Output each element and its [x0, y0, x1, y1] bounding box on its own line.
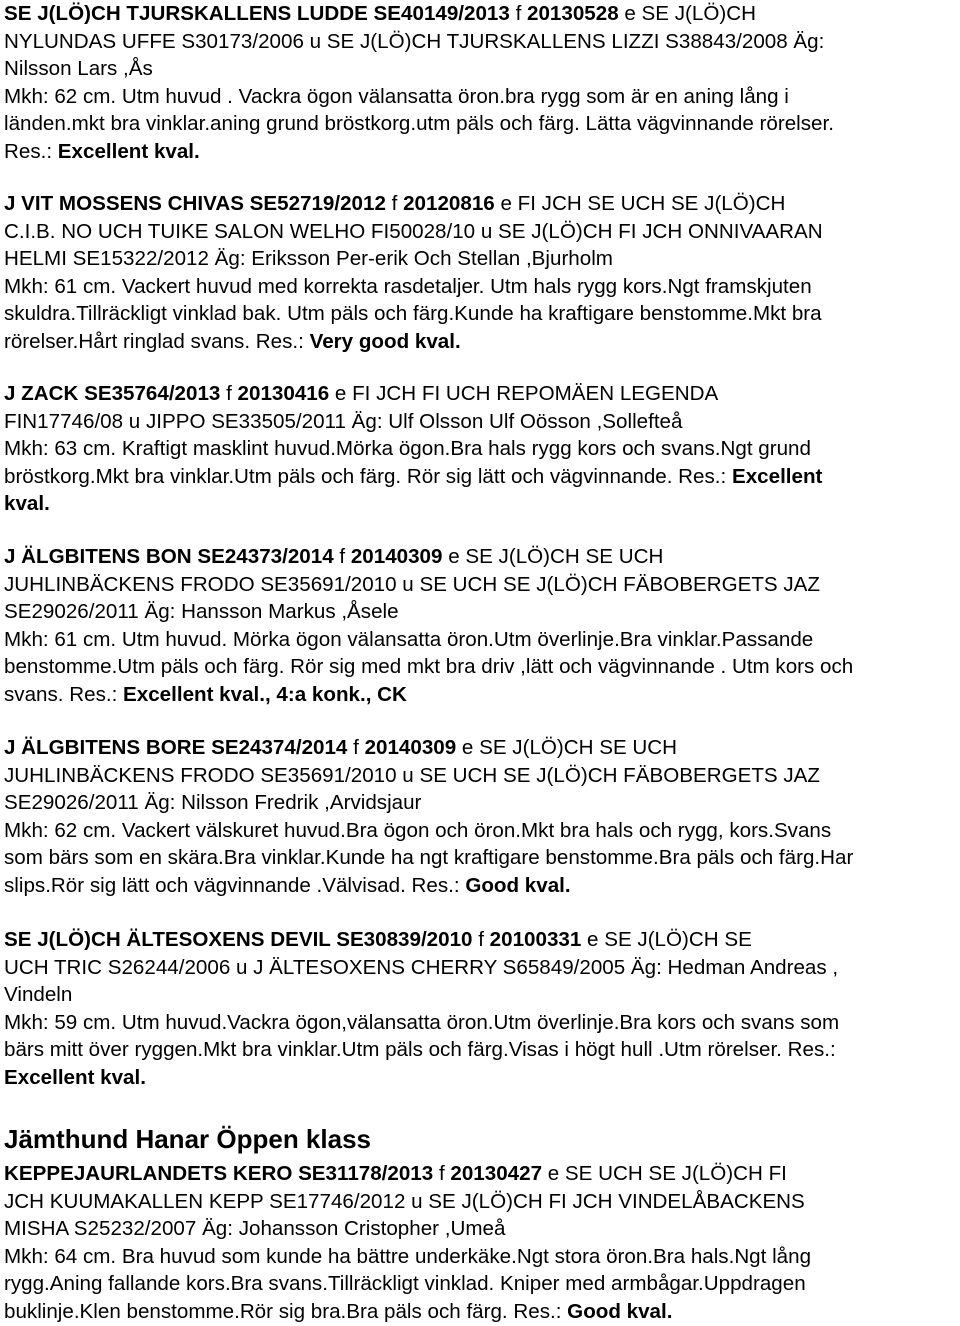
- dog-entry: [4, 0, 960, 166]
- bold-text: 20130416: [237, 382, 330, 405]
- text: Mkh: 61 cm. Utm huvud. Mörka ögon välansatta öron.Utm överlinje.Bra vinklar.Passande: [4, 627, 814, 651]
- text: Mkh: 61 cm. Vackert huvud med korrekta rasdetaljer. Utm hals rygg kors.Ngt framskjuten: [4, 274, 812, 298]
- entry-line: [4, 762, 960, 790]
- bold-text: J VIT MOSSENS CHIVAS SE52719/2012: [4, 192, 386, 215]
- bold-text: SE J(LÖ)CH TJURSKALLENS LUDDE SE40149/2013: [4, 2, 510, 25]
- entry-line: [4, 626, 960, 654]
- entry-line: [4, 653, 960, 681]
- text: bärs mitt över ryggen.Mkt bra vinklar.Utm päls och färg.Visas i högt hull .Utm rörelser. Res.:: [4, 1038, 836, 1062]
- bold-text: Excellent kval., 4:a konk., CK: [123, 682, 407, 706]
- text: f: [333, 545, 351, 568]
- section-heading: Jämthund Hanar Öppen klass: [4, 1124, 371, 1154]
- dog-entry: [4, 734, 960, 900]
- text: Mkh: 62 cm. Utm huvud . Vackra ögon välansatta öron.bra rygg som är en aning lång i: [4, 84, 789, 108]
- bold-text: J ZACK SE35764/2013: [4, 382, 221, 405]
- entry-line: [4, 83, 960, 111]
- bold-text: J ÄLGBITENS BON SE24373/2014: [4, 545, 334, 568]
- entry-line: [4, 218, 960, 246]
- bold-text: SE J(LÖ)CH ÄLTESOXENS DEVIL SE30839/2010: [4, 928, 473, 951]
- text: HELMI SE15322/2012 Äg: Eriksson Per-erik Och Stellan ,Bjurholm: [4, 247, 613, 271]
- entry-line: [4, 435, 960, 463]
- text: MISHA S25232/2007 Äg: Johansson Cristopher ,Umeå: [4, 1217, 506, 1241]
- entry-line: [4, 817, 960, 845]
- text: rygg.Aning fallande kors.Bra svans.Tillräckligt vinklad. Kniper med armbågar.Uppdragen: [4, 1272, 806, 1296]
- text: Mkh: 62 cm. Vackert välskuret huvud.Bra ögon och öron.Mkt bra hals och rygg, kors.Svans: [4, 818, 832, 842]
- entry-line: [4, 954, 960, 982]
- entry-line: [4, 138, 960, 166]
- bold-text: 20120816: [403, 192, 495, 215]
- bold-text: 20130528: [527, 2, 619, 25]
- bold-text: 20130427: [450, 1162, 543, 1185]
- entry-line: [4, 681, 960, 709]
- text: slips.Rör sig lätt och vägvinnande .Välvisad. Res.:: [4, 873, 466, 897]
- text: Vindeln: [4, 983, 73, 1007]
- entry-line: [4, 981, 960, 1009]
- entry-line: [4, 1298, 960, 1326]
- bold-text: kval.: [4, 492, 50, 516]
- entry-line: [4, 734, 960, 762]
- text: svans. Res.:: [4, 682, 124, 706]
- text: f: [347, 736, 365, 759]
- text: Mkh: 63 cm. Kraftigt masklint huvud.Mörka ögon.Bra hals rygg kors och svans.Ngt grund: [4, 437, 811, 461]
- bold-text: Good kval.: [465, 873, 571, 897]
- text: e SE J(LÖ)CH: [618, 2, 756, 25]
- text: Mkh: 59 cm. Utm huvud.Vackra ögon,välansatta öron.Utm överlinje.Bra kors och svans som: [4, 1010, 840, 1034]
- dog-entry: [4, 926, 960, 1092]
- text: e FI JCH FI UCH REPOMÄEN LEGENDA: [329, 382, 719, 405]
- text: bröstkorg.Mkt bra vinklar.Utm päls och färg. Rör sig lätt och vägvinnande. Res.:: [4, 464, 732, 488]
- entry-line: [4, 789, 960, 817]
- entry-line: [4, 328, 960, 356]
- bold-text: J ÄLGBITENS BORE SE24374/2014: [4, 736, 348, 759]
- entry-line: [4, 598, 960, 626]
- text: rörelser.Hårt ringlad svans. Res.:: [4, 329, 310, 353]
- text: JUHLINBÄCKENS FRODO SE35691/2010 u SE UCH SE J(LÖ)CH FÄBOBERGETS JAZ: [4, 572, 820, 596]
- entry-line: [4, 1215, 960, 1243]
- text: e SE UCH SE J(LÖ)CH FI: [542, 1162, 787, 1185]
- entry-line: [4, 543, 960, 571]
- text: UCH TRIC S26244/2006 u J ÄLTESOXENS CHERRY S65849/2005 Äg: Hedman Andreas ,: [4, 955, 839, 979]
- bold-text: 20140309: [364, 736, 457, 759]
- text: som bärs som en skära.Bra vinklar.Kunde ha ngt kraftigare benstomme.Bra päls och färg.Har: [4, 846, 854, 870]
- text: f: [433, 1162, 451, 1185]
- entry-line: [4, 0, 960, 28]
- text: JUHLINBÄCKENS FRODO SE35691/2010 u SE UCH SE J(LÖ)CH FÄBOBERGETS JAZ: [4, 763, 820, 787]
- entry-line: [4, 1270, 960, 1298]
- text: SE29026/2011 Äg: Nilsson Fredrik ,Arvidsjaur: [4, 791, 422, 815]
- entry-line: [4, 273, 960, 301]
- bold-text: 20140309: [350, 545, 443, 568]
- entry-line: [4, 1188, 960, 1216]
- entry-line: [4, 190, 960, 218]
- text: e SE J(LÖ)CH SE UCH: [456, 736, 678, 759]
- entry-line: [4, 380, 960, 408]
- text: JCH KUUMAKALLEN KEPP SE17746/2012 u SE J(LÖ)CH FI JCH VINDELÅBACKENS: [4, 1189, 805, 1213]
- bold-text: 20100331: [489, 928, 582, 951]
- text: e FI JCH SE UCH SE J(LÖ)CH: [494, 192, 786, 215]
- text: Mkh: 64 cm. Bra huvud som kunde ha bättre underkäke.Ngt stora öron.Bra hals.Ngt lång: [4, 1244, 812, 1268]
- text: Res.:: [4, 139, 58, 163]
- dog-entry-last: [4, 1160, 960, 1326]
- dog-entry: [4, 190, 960, 356]
- entry-line: [4, 1009, 960, 1037]
- entry-line: [4, 1160, 960, 1188]
- text: benstomme.Utm päls och färg. Rör sig med mkt bra driv ,lätt och vägvinnande . Utm kors och: [4, 655, 854, 679]
- text: f: [472, 928, 490, 951]
- text: f: [509, 2, 528, 25]
- entry-line: [4, 844, 960, 872]
- bold-text: Excellent kval.: [57, 139, 200, 163]
- text: NYLUNDAS UFFE S30173/2006 u SE J(LÖ)CH TJURSKALLENS LIZZI S38843/2008 Äg:: [4, 29, 825, 53]
- text: skuldra.Tillräckligt vinklad bak. Utm päls och färg.Kunde ha kraftigare benstomme.Mkt bra: [4, 302, 822, 326]
- entry-line: [4, 463, 960, 491]
- entry-line: [4, 571, 960, 599]
- entry-line: [4, 490, 960, 518]
- entry-line: [4, 245, 960, 273]
- text: e SE J(LÖ)CH SE: [581, 928, 752, 951]
- bold-text: Excellent: [731, 464, 823, 488]
- text: länden.mkt bra vinklar.aning grund bröstkorg.utm päls och färg. Lätta vägvinnande rörelser.: [4, 112, 834, 136]
- bold-text: Very good kval.: [309, 329, 461, 353]
- dog-entry: [4, 380, 960, 518]
- text: Nilsson Lars ,Ås: [4, 57, 153, 81]
- dog-entry: [4, 543, 960, 709]
- bold-text: Excellent kval.: [4, 1065, 146, 1089]
- entry-line: [4, 408, 960, 436]
- entry-line: [4, 926, 960, 954]
- entry-line: [4, 1036, 960, 1064]
- text: f: [220, 382, 238, 405]
- entry-line: [4, 55, 960, 83]
- entry-line: [4, 1243, 960, 1271]
- entry-line: [4, 110, 960, 138]
- entry-line: [4, 1064, 960, 1092]
- text: C.I.B. NO UCH TUIKE SALON WELHO FI50028/10 u SE J(LÖ)CH FI JCH ONNIVAARAN: [4, 219, 823, 243]
- entry-line: [4, 28, 960, 56]
- text: FIN17746/08 u JIPPO SE33505/2011 Äg: Ulf Olsson Ulf Oösson ,Sollefteå: [4, 409, 683, 433]
- bold-text: KEPPEJAURLANDETS KERO SE31178/2013: [4, 1162, 434, 1185]
- text: f: [385, 192, 404, 215]
- bold-text: Good kval.: [567, 1299, 673, 1323]
- entry-line: [4, 300, 960, 328]
- entry-line: [4, 872, 960, 900]
- text: buklinje.Klen benstomme.Rör sig bra.Bra päls och färg. Res.:: [4, 1299, 568, 1323]
- text: e SE J(LÖ)CH SE UCH: [442, 545, 664, 568]
- text: SE29026/2011 Äg: Hansson Markus ,Åsele: [4, 600, 399, 624]
